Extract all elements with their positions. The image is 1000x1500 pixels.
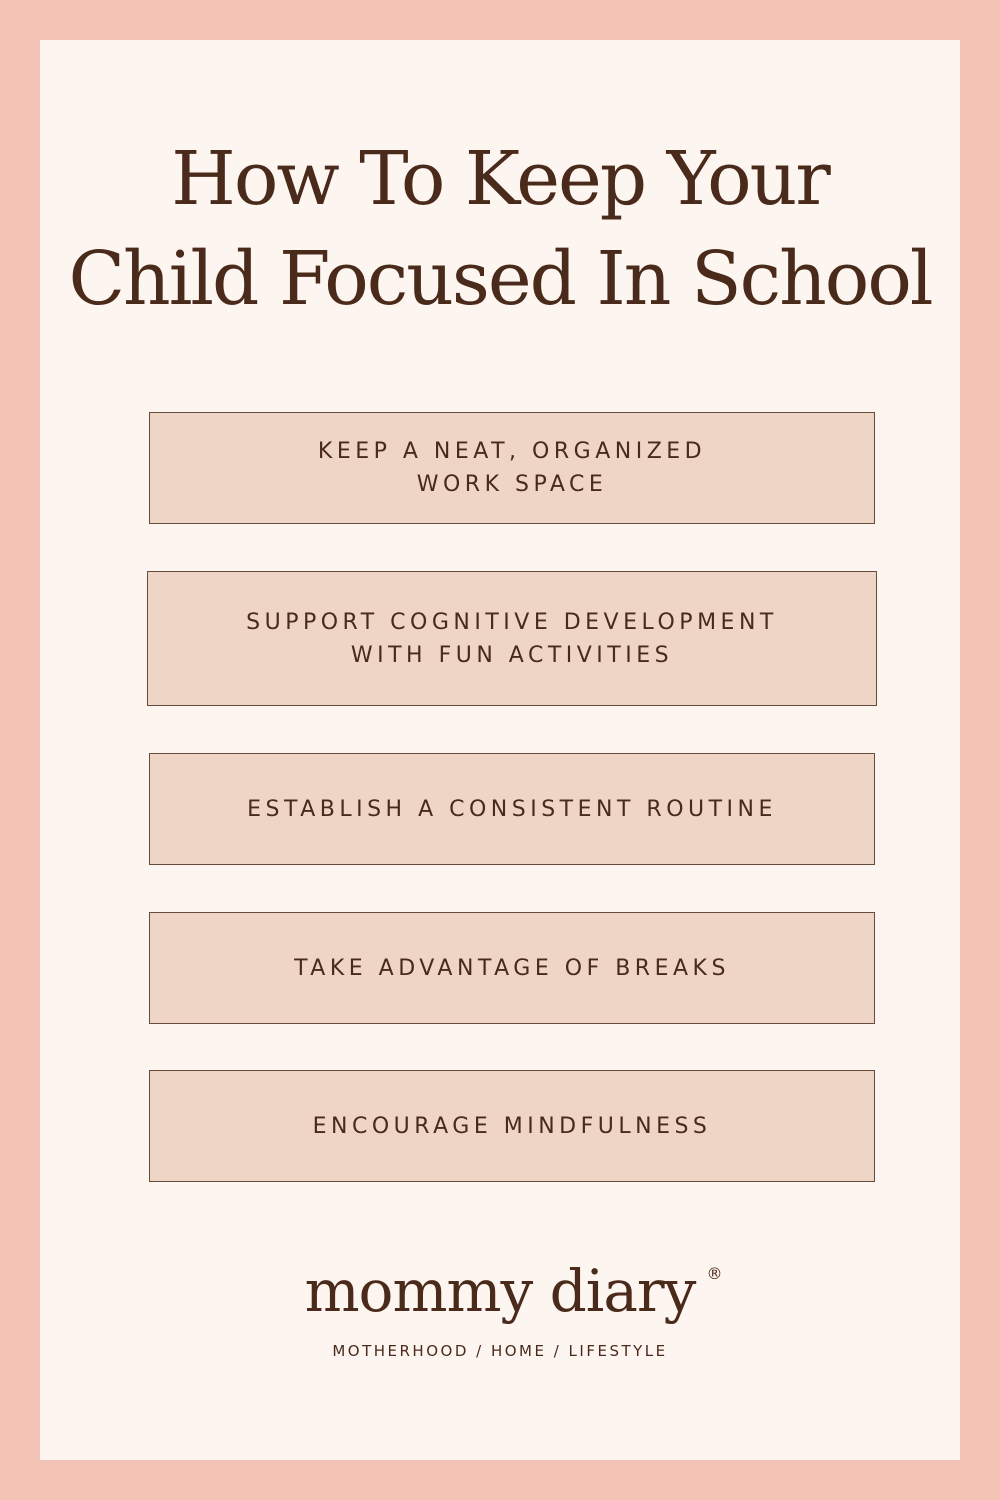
tip-box-cognitive-development — [147, 571, 877, 706]
brand-tagline: MOTHERHOOD / HOME / LIFESTYLE — [332, 1342, 668, 1360]
tip-box-breaks — [149, 912, 875, 1024]
tip-box-workspace — [149, 412, 875, 524]
tip-label: ENCOURAGE MINDFULNESS — [312, 1113, 712, 1139]
tip-label: ESTABLISH A CONSISTENT ROUTINE — [247, 796, 777, 822]
brand-name — [304, 1257, 722, 1325]
page-title-line-2: Child Focused In School — [68, 236, 932, 322]
page-title-line-1: How To Keep Your — [171, 136, 829, 222]
tip-box-mindfulness — [149, 1070, 875, 1182]
tip-label: SUPPORT COGNITIVE DEVELOPMENT WITH FUN ACTIVITIES — [246, 609, 778, 668]
brand-name-text: mommy diary — [304, 1257, 696, 1325]
registered-mark: ® — [706, 1264, 722, 1283]
tip-box-routine — [149, 753, 875, 865]
tip-label: KEEP A NEAT, ORGANIZED WORK SPACE — [317, 439, 707, 497]
tip-label: TAKE ADVANTAGE OF BREAKS — [294, 955, 730, 981]
brand-logo — [0, 1257, 1000, 1325]
